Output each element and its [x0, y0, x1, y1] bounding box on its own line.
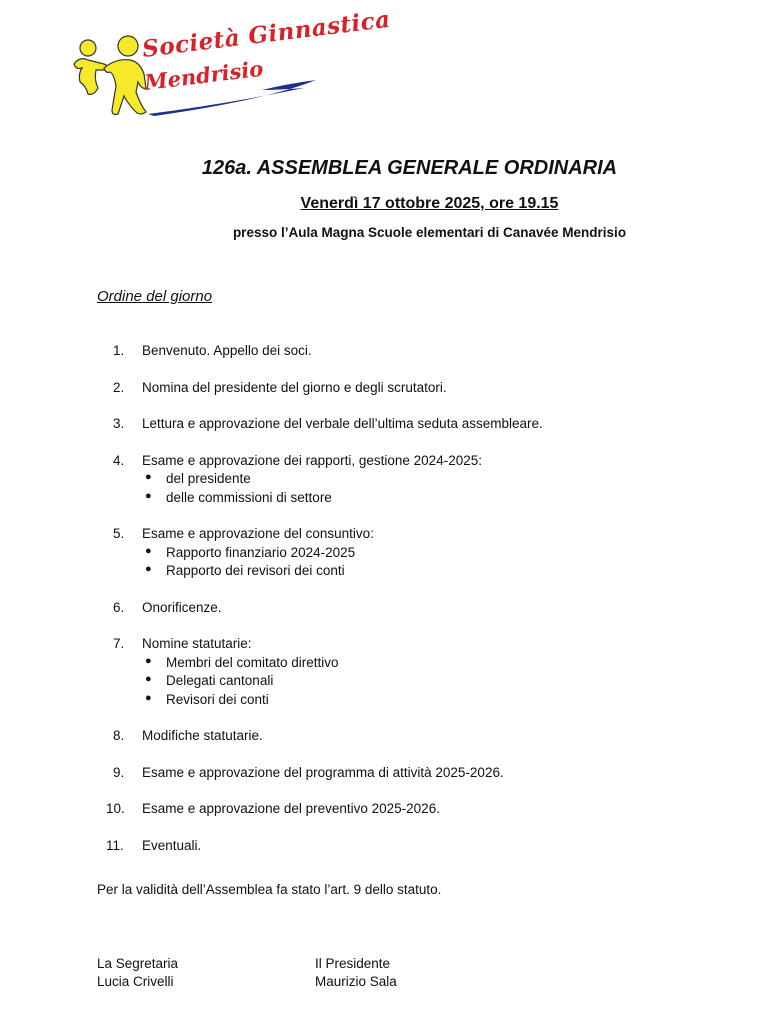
agenda-item-text: Esame e approvazione del preventivo 2025-2026.	[142, 801, 440, 816]
agenda-item-text: Modifiche statutarie.	[142, 728, 263, 743]
assembly-title: 126a. ASSEMBLEA GENERALE ORDINARIA	[201, 157, 618, 179]
signature-role: La Segretaria	[97, 956, 179, 971]
bullet-icon: ●	[145, 673, 152, 685]
small-figure-body	[74, 59, 108, 95]
assembly-venue: presso l’Aula Magna Scuole elementari di Canavée Mendrisio	[232, 225, 627, 240]
agenda-subitem-text: delle commissioni di settore	[166, 489, 332, 505]
agenda-subitem-text: Rapporto finanziario 2024-2025	[166, 544, 356, 560]
agenda-subitem-text: Revisori dei conti	[166, 691, 269, 707]
agenda-subitem-text: Rapporto dei revisori dei conti	[166, 563, 345, 578]
small-figure-head	[80, 40, 96, 56]
agenda-subitem-text: Delegati cantonali	[166, 673, 274, 688]
agenda-heading: Ordine del giorno	[97, 288, 213, 305]
agenda-item-number: 4.	[113, 452, 125, 468]
bullet-icon: ●	[145, 471, 152, 483]
bullet-icon: ●	[145, 563, 152, 575]
agenda-item-number: 5.	[113, 526, 125, 541]
large-figure-head	[118, 36, 138, 56]
agenda-item-text: Nomina del presidente del giorno e degli scrutatori.	[142, 379, 447, 395]
signature-name: Maurizio Sala	[315, 974, 397, 989]
signature-president	[315, 955, 397, 991]
agenda-item-text: Eventuali.	[142, 837, 202, 853]
society-logo	[66, 5, 392, 120]
agenda-item-number: 11.	[106, 837, 124, 853]
bullet-icon: ●	[145, 654, 152, 667]
agenda-subitem-text: Membri del comitato direttivo	[166, 654, 339, 670]
agenda-item-number: 3.	[113, 416, 125, 431]
agenda-item-text: Esame e approvazione dei rapporti, gestione 2024-2025:	[142, 452, 482, 468]
agenda-item-text: Lettura e approvazione del verbale dell’ultima seduta assembleare.	[142, 416, 543, 431]
agenda-item-number: 7.	[113, 636, 125, 651]
agenda-item-number: 6.	[113, 599, 125, 615]
agenda-item-number: 2.	[113, 379, 125, 395]
agenda-item-text: Nomine statutarie:	[142, 636, 252, 651]
agenda-item-number: 1.	[113, 343, 125, 358]
assembly-date: Venerdì 17 ottobre 2025, ore 19.15	[300, 195, 559, 212]
large-figure-body	[104, 60, 146, 115]
bullet-icon: ●	[145, 691, 152, 704]
agenda-item-text: Benvenuto. Appello dei soci.	[142, 343, 312, 358]
agenda-item-text: Esame e approvazione del programma di attività 2025-2026.	[142, 764, 504, 780]
agenda-item-number: 10.	[106, 801, 125, 816]
agenda-item-number: 8.	[113, 728, 125, 743]
signature-name: Lucia Crivelli	[97, 974, 174, 989]
agenda-item-text: Esame e approvazione del consuntivo:	[142, 526, 374, 541]
bullet-icon: ●	[145, 544, 152, 557]
validity-note: Per la validità dell’Assemblea fa stato l’art. 9 dello statuto.	[97, 882, 442, 897]
bullet-icon: ●	[145, 489, 152, 502]
agenda-item-text: Onorificenze.	[142, 599, 222, 615]
signature-secretary	[97, 955, 178, 991]
logo-text-line1: Società Ginnastica	[140, 5, 392, 64]
logo-text-line2: Mendrisio	[142, 55, 265, 95]
agenda-subitem-text: del presidente	[166, 471, 251, 486]
signature-role: Il Presidente	[315, 956, 391, 971]
agenda-item-number: 9.	[113, 764, 125, 780]
